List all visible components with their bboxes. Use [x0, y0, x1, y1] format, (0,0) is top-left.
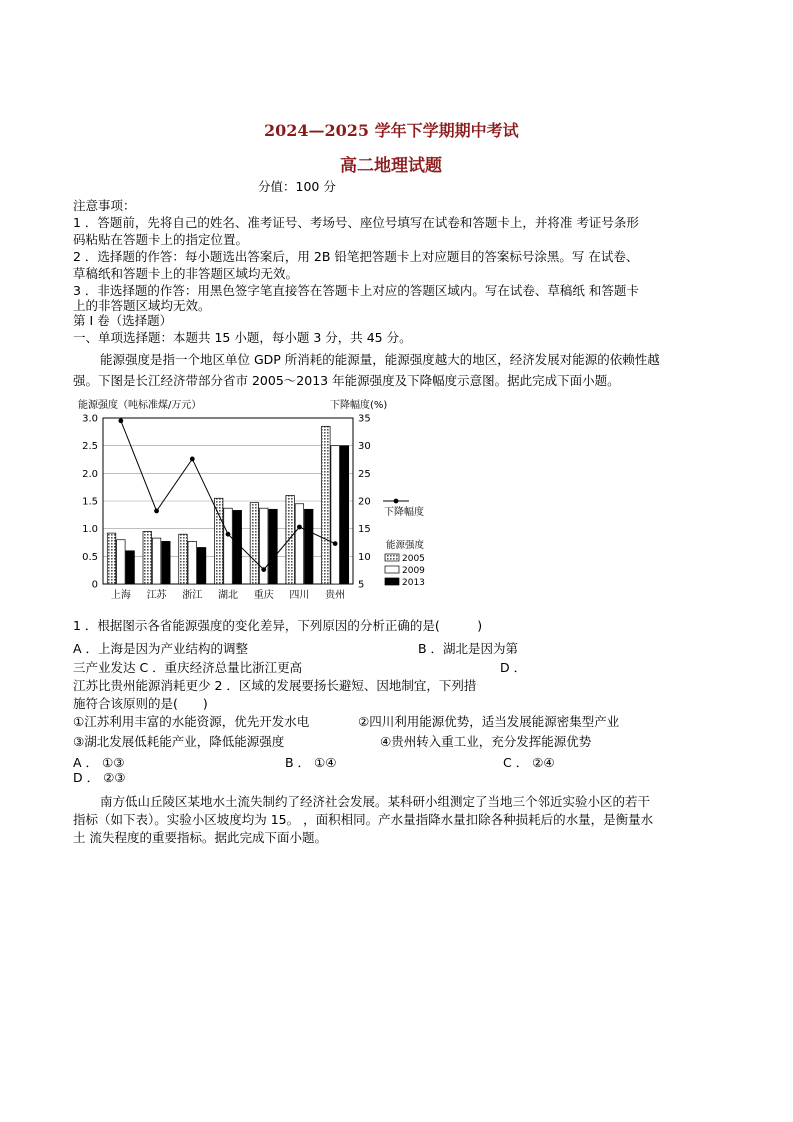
y-tick-label: 2.5 — [82, 441, 98, 453]
q1-option-a[interactable]: A ．上海是因为产业结构的调整 — [73, 641, 249, 656]
passage-line: 能源强度是指一个地区单位 GDP 所消耗的能源量，能源强度越大的地区，经济发展对能源的依赖性越 — [100, 352, 660, 367]
part-heading: 第 I 卷（选择题） — [73, 313, 173, 328]
y-tick-label: 0.5 — [82, 551, 98, 563]
x-tick-label: 贵州 — [325, 590, 346, 601]
x-tick-label: 四川 — [289, 590, 310, 601]
bar-2009 — [295, 504, 304, 584]
bar-2005 — [250, 503, 259, 584]
bar-2013 — [304, 509, 313, 584]
notice-line: 上的非答题区域均无效。 — [73, 298, 211, 313]
passage-line: 南方低山丘陵区某地水土流失制约了经济社会发展。某科研小组测定了当地三个邻近实验小区的若干 — [100, 794, 651, 809]
x-tick-label: 重庆 — [253, 590, 274, 601]
notice-heading: 注意事项： — [73, 198, 136, 213]
bar-2009 — [152, 538, 161, 584]
exam-subtitle: 高二地理试题 — [340, 156, 442, 176]
bar-2009 — [331, 446, 340, 584]
bar-2005 — [322, 426, 331, 584]
legend-label: 2009 — [402, 566, 425, 576]
bar-2009 — [259, 508, 268, 584]
q2-item-4: ④贵州转入重工业，充分发挥能源优势 — [380, 734, 592, 749]
bar-2013 — [162, 541, 171, 584]
q2-option-a[interactable]: A ． ①③ — [73, 755, 125, 770]
bar-2009 — [188, 541, 197, 584]
y-tick-label: 2.0 — [82, 468, 98, 480]
y2-tick-label: 30 — [358, 441, 371, 453]
passage-line: 土 流失程度的重要指标。据此完成下面小题。 — [73, 830, 327, 845]
decline-point — [190, 457, 195, 462]
bar-2013 — [340, 446, 349, 584]
x-tick-label: 江苏 — [146, 590, 167, 601]
legend-swatch-2005 — [385, 554, 399, 561]
legend-line-label: 下降幅度 — [384, 507, 424, 518]
exam-title: 2024—2025 学年下学期期中考试 — [264, 121, 519, 140]
decline-point — [333, 541, 338, 546]
q1-option-d-q2-start: 江苏比贵州能源消耗更少 2 ．区域的发展要扬长避短、因地制宜，下列措 — [73, 678, 477, 693]
bar-2013 — [269, 509, 278, 584]
legend-line-marker — [394, 499, 399, 504]
q2-item-1: ①江苏利用丰富的水能资源，优先开发水电 — [73, 714, 310, 729]
bar-2013 — [233, 510, 242, 584]
decline-point — [226, 532, 231, 537]
y2-tick-label: 10 — [358, 551, 371, 563]
q1-option-d-label[interactable]: D ． — [500, 660, 527, 675]
legend-title: 能源强度 — [386, 540, 425, 551]
decline-line — [121, 421, 335, 570]
q2-stem: 施符合该原则的是( ) — [73, 696, 208, 711]
bar-2005 — [143, 531, 152, 584]
notice-line: 码粘贴在答题卡上的指定位置。 — [73, 232, 249, 247]
legend-label: 2013 — [402, 578, 425, 588]
bar-2005 — [286, 495, 295, 584]
decline-point — [297, 525, 302, 530]
y2-tick-label: 25 — [358, 468, 371, 480]
legend-swatch-2009 — [385, 566, 399, 573]
q1-option-b[interactable]: B ．湖北是因为第 — [418, 641, 519, 656]
passage-line: 强。下图是长江经济带部分省市 2005～2013 年能源强度及下降幅度示意图。据此完成下面小题。 — [73, 373, 620, 388]
q2-option-b[interactable]: B ． ①④ — [285, 755, 337, 770]
section-instruction: 一、单项选择题：本题共 15 小题，每小题 3 分，共 45 分。 — [73, 330, 412, 345]
y2-tick-label: 5 — [358, 579, 365, 591]
y2-tick-label: 15 — [358, 524, 371, 536]
decline-point — [118, 418, 123, 423]
x-tick-label: 湖北 — [218, 590, 238, 601]
chart-y2label: 下降幅度(%) — [330, 400, 388, 411]
y-tick-label: 3.0 — [82, 413, 98, 425]
q2-item-2: ②四川利用能源优势，适当发展能源密集型产业 — [358, 714, 620, 729]
q2-option-d[interactable]: D ． ②③ — [73, 770, 126, 785]
y2-tick-label: 35 — [358, 413, 371, 425]
legend-label: 2005 — [402, 554, 425, 564]
decline-point — [261, 567, 266, 572]
notice-line: 2 ．选择题的作答：每小题选出答案后，用 2B 铅笔把答题卡上对应题目的答案标号涂黑。写 在试卷、 — [73, 249, 639, 264]
bar-2005 — [179, 534, 188, 584]
y-tick-label: 1.5 — [82, 496, 98, 508]
q2-option-c[interactable]: C ． ②④ — [503, 755, 555, 770]
bar-2013 — [197, 547, 206, 584]
decline-point — [154, 509, 159, 514]
score-label: 分值：100 分 — [258, 179, 336, 194]
q1-stem: 1 ．根据图示各省能源强度的变化差异，下列原因的分析正确的是( ) — [73, 618, 483, 633]
q1-option-b-c[interactable]: 三产业发达 C ．重庆经济总量比浙江更高 — [73, 660, 303, 675]
y-tick-label: 1.0 — [82, 524, 98, 536]
q2-item-3: ③湖北发展低耗能产业，降低能源强度 — [73, 734, 285, 749]
notice-line: 草稿纸和答题卡上的非答题区域均无效。 — [73, 266, 299, 281]
y-tick-label: 0 — [91, 579, 98, 591]
x-tick-label: 浙江 — [182, 590, 203, 601]
y2-tick-label: 20 — [358, 496, 371, 508]
notice-line: 1 ．答题前，先将自己的姓名、准考证号、考场号、座位号填写在试卷和答题卡上，并将准 考证号条形 — [73, 215, 639, 230]
chart-ylabel: 能源强度（吨标准煤/万元） — [78, 400, 202, 411]
plot-frame — [103, 418, 353, 584]
legend-swatch-2013 — [385, 578, 399, 585]
notice-line: 3 ．非选择题的作答：用黑色签字笔直接答在答题卡上对应的答题区域内。写在试卷、草稿纸 和答题卡 — [73, 283, 639, 298]
bar-2005 — [214, 498, 223, 584]
bar-2005 — [107, 533, 116, 584]
passage-line: 指标（如下表）。实验小区坡度均为 15。 ，面积相同。产水量指降水量扣除各种损耗后的水量，是衡量水 — [73, 812, 654, 827]
bar-2009 — [224, 508, 233, 584]
bar-2013 — [126, 551, 134, 584]
bar-2009 — [117, 540, 126, 584]
x-tick-label: 上海 — [110, 590, 131, 601]
